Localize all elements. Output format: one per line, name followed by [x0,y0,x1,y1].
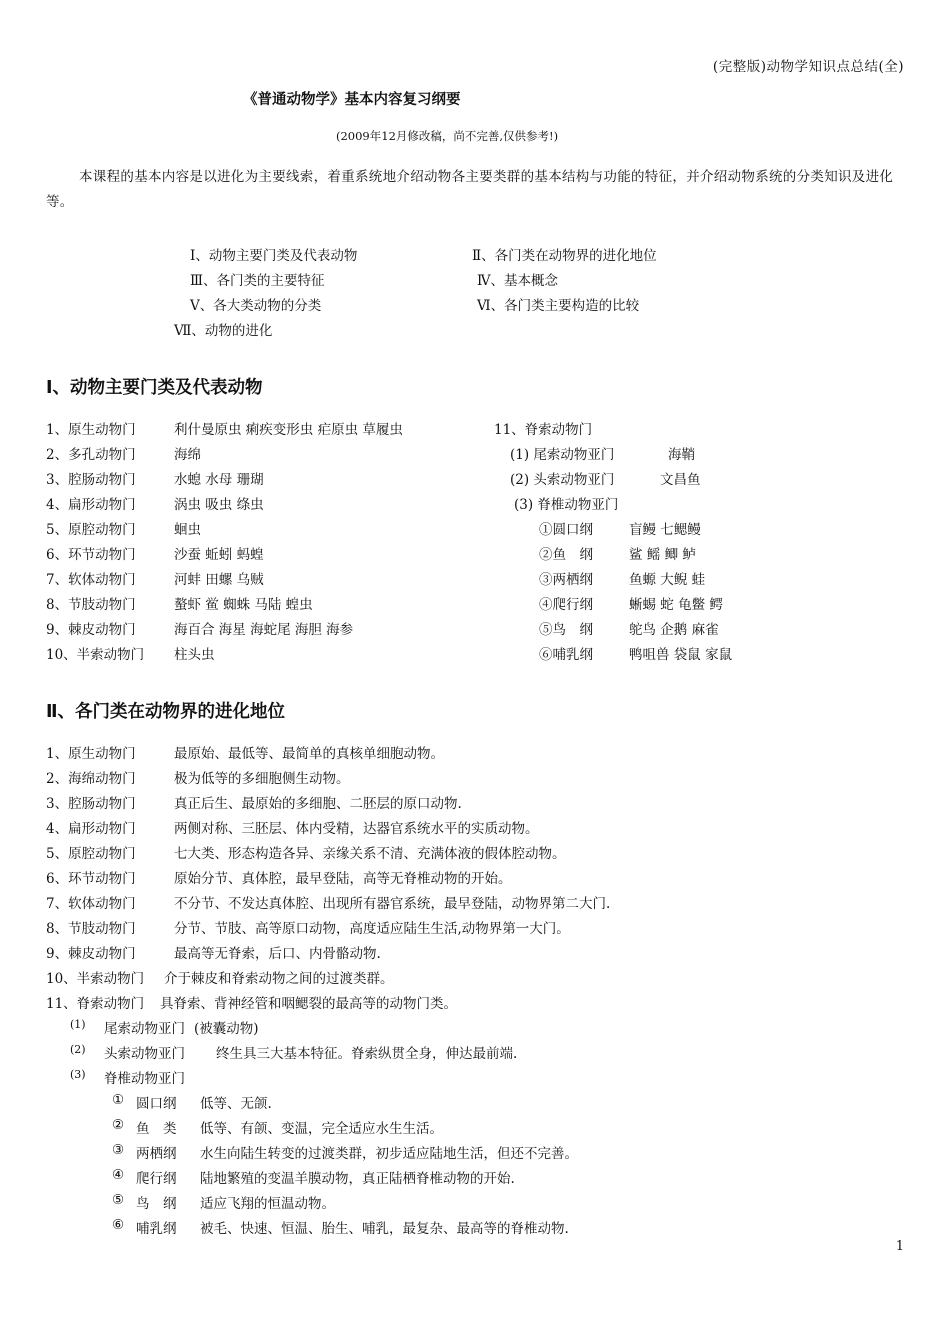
class-number: ⑤ [112,1192,125,1208]
phylum-name: 2、多孔动物门 [46,447,136,463]
phylum-representatives: 利什曼原虫 痢疾变形虫 疟原虫 草履虫 [174,422,403,438]
class-number: ③ [112,1142,125,1158]
class-name: ⑤鸟 纲 [539,622,593,638]
class-name: ②鱼 纲 [539,547,593,563]
toc-item-7: Ⅶ、动物的进化 [174,323,273,339]
subphylum-name: (3) 脊椎动物亚门 [514,497,619,513]
class-name: ④爬行纲 [539,597,593,613]
section-2-heading: Ⅱ、各门类在动物界的进化地位 [46,702,286,722]
chordata-title: 11、脊索动物门 [494,422,593,438]
phylum-name: 2、海绵动物门 [46,771,136,787]
class-description: 被毛、快速、恒温、胎生、哺乳，最复杂、最高等的脊椎动物. [200,1221,569,1237]
phylum-name: 5、原腔动物门 [46,846,136,862]
class-name: 鱼 类 [136,1121,177,1137]
phylum-name: 6、环节动物门 [46,871,136,887]
section-1-heading: Ⅰ、动物主要门类及代表动物 [46,378,263,398]
phylum-description: 原始分节、真体腔，最早登陆，高等无脊椎动物的开始。 [174,871,512,887]
phylum-name: 10、半索动物门 [46,647,145,663]
class-representatives: 鸭咀兽 袋鼠 家鼠 [629,647,733,663]
phylum-description: 最高等无脊索，后口、内骨骼动物. [174,946,381,962]
subphylum-number: (2) [70,1043,86,1056]
phylum-representatives: 蛔虫 [174,522,201,538]
phylum-representatives: 柱头虫 [174,647,215,663]
subphylum-name: 尾索动物亚门 [104,1021,185,1037]
phylum-name: 8、节肢动物门 [46,597,136,613]
intro-paragraph: 本课程的基本内容是以进化为主要线索，着重系统地介绍动物各主要类群的基本结构与功能的特征，并介绍动物系统的分类知识及进化等。 [46,169,894,210]
class-description: 适应飞翔的恒温动物。 [200,1196,335,1212]
class-representatives: 鲨 鳐 鲫 鲈 [629,547,696,563]
phylum-description: 真正后生、最原始的多细胞、二胚层的原口动物. [174,796,462,812]
phylum-name: 3、腔肠动物门 [46,796,136,812]
phylum-name: 9、棘皮动物门 [46,622,136,638]
phylum-name: 11、脊索动物门 [46,996,145,1012]
phylum-description: 最原始、最低等、最简单的真核单细胞动物。 [174,746,444,762]
toc-item-5: Ⅴ、各大类动物的分类 [190,298,322,314]
class-name: 两栖纲 [136,1146,177,1162]
subphylum-name: 脊椎动物亚门 [104,1071,185,1087]
class-name: 圆口纲 [136,1096,177,1112]
class-representatives: 盲鳗 七鳃鳗 [629,522,701,538]
class-name: ③两栖纲 [539,572,593,588]
phylum-name: 1、原生动物门 [46,422,136,438]
class-description: 水生向陆生转变的过渡类群，初步适应陆地生活，但还不完善。 [200,1146,578,1162]
phylum-representatives: 海绵 [174,447,201,463]
class-name: 鸟 纲 [136,1196,177,1212]
class-description: 低等、无颌. [200,1096,272,1112]
subphylum-number: (1) [70,1018,86,1031]
class-number: ⑥ [112,1217,125,1233]
toc-item-1: Ⅰ、动物主要门类及代表动物 [190,248,358,264]
class-description: 陆地繁殖的变温羊膜动物，真正陆栖脊椎动物的开始. [200,1171,515,1187]
phylum-description: 不分节、不发达真体腔、出现所有器官系统，最早登陆，动物界第二大门. [174,896,611,912]
subphylum-description: (被囊动物) [194,1021,259,1037]
phylum-description: 七大类、形态构造各异、亲缘关系不清、充满体液的假体腔动物。 [174,846,566,862]
document-title: 《普通动物学》基本内容复习纲要 [243,92,461,108]
phylum-name: 5、原腔动物门 [46,522,136,538]
phylum-name: 3、腔肠动物门 [46,472,136,488]
subphylum-representatives: 文昌鱼 [660,472,701,488]
phylum-description: 具脊索、背神经管和咽鳃裂的最高等的动物门类。 [160,996,457,1012]
toc-item-2: Ⅱ、各门类在动物界的进化地位 [472,248,657,264]
class-representatives: 鱼螈 大鲵 蛙 [629,572,706,588]
phylum-name: 8、节肢动物门 [46,921,136,937]
phylum-representatives: 河蚌 田螺 乌贼 [174,572,264,588]
class-number: ① [112,1092,125,1108]
subphylum-number: (3) [70,1068,86,1081]
phylum-description: 极为低等的多细胞侧生动物。 [174,771,350,787]
phylum-name: 6、环节动物门 [46,547,136,563]
class-name: 爬行纲 [136,1171,177,1187]
phylum-name: 1、原生动物门 [46,746,136,762]
class-number: ④ [112,1167,125,1183]
class-name: 哺乳纲 [136,1221,177,1237]
phylum-description: 两侧对称、三胚层、体内受精，达器官系统水平的实质动物。 [174,821,539,837]
class-representatives: 蜥蜴 蛇 龟鳖 鳄 [629,597,723,613]
class-number: ② [112,1117,125,1133]
phylum-representatives: 沙蚕 蚯蚓 蚂蝗 [174,547,264,563]
page-number: 1 [895,1239,904,1254]
class-name: ①圆口纲 [539,522,593,538]
subphylum-description: 终生具三大基本特征。脊索纵贯全身，伸达最前端. [216,1046,518,1062]
phylum-representatives: 海百合 海星 海蛇尾 海胆 海参 [174,622,354,638]
running-header: (完整版)动物学知识点总结(全) [712,59,904,75]
toc-item-3: Ⅲ、各门类的主要特征 [190,273,325,289]
phylum-name: 9、棘皮动物门 [46,946,136,962]
subphylum-name: (1) 尾索动物亚门 [510,447,615,463]
phylum-representatives: 水螅 水母 珊瑚 [174,472,264,488]
subphylum-name: (2) 头索动物亚门 [510,472,615,488]
phylum-name: 10、半索动物门 [46,971,145,987]
phylum-description: 介于棘皮和脊索动物之间的过渡类群。 [164,971,394,987]
phylum-name: 7、软体动物门 [46,572,136,588]
class-name: ⑥哺乳纲 [539,647,593,663]
phylum-description: 分节、节肢、高等原口动物，高度适应陆生生活,动物界第一大门。 [174,921,570,937]
document-subtitle: (2009年12月修改稿，尚不完善,仅供参考!) [336,129,559,143]
toc-item-6: Ⅵ、各门类主要构造的比较 [477,298,640,314]
phylum-representatives: 螯虾 鲎 蜘蛛 马陆 蝗虫 [174,597,313,613]
phylum-representatives: 涡虫 吸虫 绦虫 [174,497,264,513]
subphylum-name: 头索动物亚门 [104,1046,185,1062]
toc-item-4: Ⅳ、基本概念 [477,273,558,289]
subphylum-representatives: 海鞘 [668,447,695,463]
phylum-name: 4、扁形动物门 [46,497,136,513]
phylum-name: 4、扁形动物门 [46,821,136,837]
class-representatives: 鸵鸟 企鹅 麻雀 [629,622,719,638]
class-description: 低等、有颌、变温，完全适应水生生活。 [200,1121,443,1137]
phylum-name: 7、软体动物门 [46,896,136,912]
